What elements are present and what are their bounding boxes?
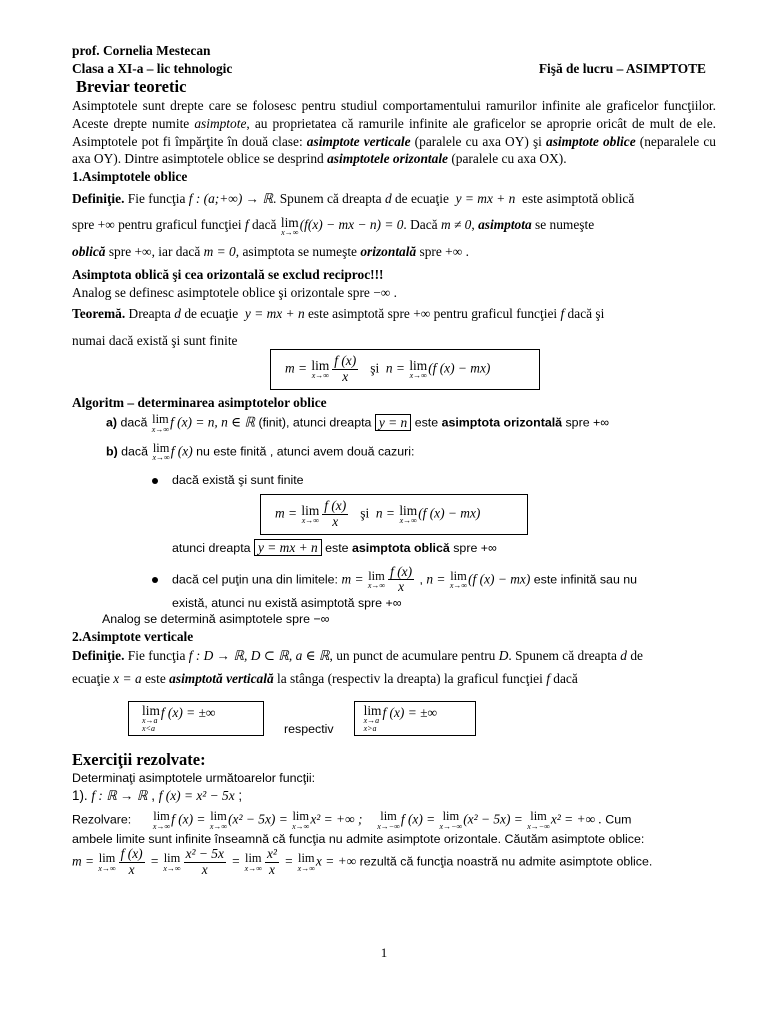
section-1-title: 1.Asimptotele oblice [72, 168, 188, 184]
author-line: prof. Cornelia Mestecan [72, 43, 211, 58]
algorithm-formula-box: m = lim x→∞ $\frac{f (x)}{x}$ şi n = lim x→∞ (f (x) − mx) [260, 494, 528, 534]
theorem: Teoremă. Dreapta d de ecuaţie y = mx + n este asimptotă spre +∞ pentru graficul funcţiei f dacă şi numai dacă există şi sunt finite [72, 306, 605, 349]
class-label: Clasa a XI-a – lic tehnologic [72, 60, 233, 76]
exercises-title: Exerciţii rezolvate: [72, 750, 206, 770]
exclusion-note: Asimptota oblică şi cea orizontală se exclud reciproc!!! [72, 267, 384, 283]
right-limit-box: lim x→a x>a f (x) = ±∞ [354, 701, 476, 736]
bullet-dot-icon [152, 577, 158, 583]
exercises-instruction: Determinaţi asimptotele următoarelor funcţii: [72, 771, 316, 786]
respectiv-label: respectiv [284, 721, 334, 736]
bullet-1: dacă există şi sunt finite [72, 472, 716, 488]
section-2-title: 2.Asimptote verticale [72, 628, 194, 644]
bullet-2-cont: există, atunci nu există asimptotă spre +∞ [172, 596, 402, 611]
header-row [72, 60, 716, 78]
solution-line-3: m = lim x→∞ $\frac{f (x)}{x}$ = lim x→∞ $\frac{\text{x² − 5x}}{x}$ = lim x→∞ $\frac{\text{x²}}{x}$ = lim x→∞ x = +∞ rezultă că funcţia noastră nu admite asimptote oblice. [72, 846, 653, 877]
breviar-title: Breviar teoretic [76, 77, 187, 97]
algorithm-title: Algoritm – determinarea asimptotelor oblice [72, 394, 327, 410]
definition-vertical: Definiţie. Fie funcţia f : D → ℝ, D ⊂ ℝ, a ∈ ℝ, un punct de acumulare pentru D. Spunem că dreapta d de ecuaţie x = a este asimptotă verticală la stânga (respectiv la dreapta) la graficul funcţiei f dacă [72, 648, 643, 687]
solution-line-2: ambele limite sunt infinite înseamnă că funcţia nu admite asimptote orizontale. Căutăm asimptote oblice: [72, 831, 645, 846]
algorithm-step-a: a) dacă lim x→∞ f (x) = n, n ∈ ℝ (finit), atunci dreapta y = n este asimptota orizontală spre +∞ [106, 412, 610, 434]
bullet-dot-icon [152, 478, 158, 484]
bullet-2: dacă cel puţin una din limitele: m = lim x→∞ $\frac{f (x)}{x}$ , n = lim x→∞ (f (x) − mx) este infinită sau nu [72, 565, 716, 595]
algorithm-formula-row [72, 494, 716, 534]
theorem-formula-row [72, 349, 716, 389]
solution-line-1: Rezolvare: lim x→∞ f (x) = lim x→∞ (x² − 5x) = lim x→∞ x² = +∞ ; lim x→−∞ f (x) = lim x→−∞ (x² − 5x) = lim x→−∞ x² = +∞ . Cum [72, 809, 632, 831]
analog-minus-inf: Analog se determină asimptotele spre −∞ [102, 612, 330, 627]
worksheet-page [72, 42, 716, 878]
exercise-1: 1). f : ℝ → ℝ , f (x) = x² − 5x ; [72, 787, 243, 803]
worksheet-title: Fişă de lucru – ASIMPTOTE [538, 60, 706, 76]
algorithm-step-b: b) dacă lim x→∞ f (x) nu este finită , atunci avem două cazuri: [106, 440, 415, 463]
analog-note: Analog se definesc asimptotele oblice şi orizontale spre −∞ . [72, 284, 397, 300]
theorem-formula-box: m = lim x→∞ $\frac{f (x)}{x}$ şi n = lim x→∞ (f (x) − mx) [270, 349, 540, 389]
vertical-formulas-row [72, 701, 716, 736]
page-number: 1 [380, 945, 388, 960]
intro-paragraph: Asimptotele sunt drepte care se folosesc pentru studiul comportamentului ramurilor infinite ale graficelor funcţiilor. Aceste drepte numite asimptote, au proprietatea că ramurile infinite ale graficelor se aproprie oricât de mult de ele. Asimptotele pot fi împărţite în două clase: asimptote verticale (paralele cu axa OY) şi asimptote oblice (neparalele cu axa OY). Dintre asimptotele oblice se desprind asimptotele orizontale (paralele cu axa OX). [72, 98, 716, 167]
then-oblique-line: atunci dreapta y = mx + n este asimptota oblică spre +∞ [172, 539, 497, 555]
left-limit-box: lim x→a x<a f (x) = ±∞ [128, 701, 264, 736]
definition-oblique: Definiţie. Fie funcţia f : (a;+∞) → ℝ. Spunem că dreapta d de ecuaţie y = mx + n este asimptotă oblică spre +∞ pentru graficul funcţiei f dacă lim x→∞ (f(x) − mx − n) = 0. Dacă m ≠ 0, asimptota se numeşte oblică spre +∞, iar dacă m = 0, asimptota se numeşte orizontală spre +∞ . [72, 190, 635, 260]
